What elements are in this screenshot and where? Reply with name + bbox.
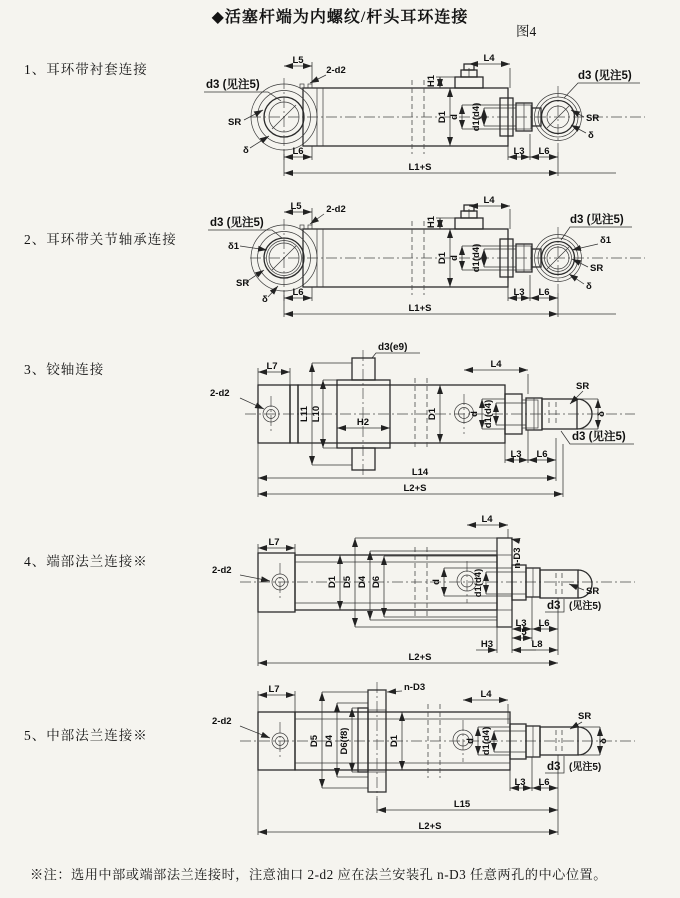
dim-L6-5: L6 xyxy=(538,777,550,788)
dim-d1d4-5: d1(d4) xyxy=(481,726,492,756)
dim-L3-1: L3 xyxy=(513,146,525,157)
dimensions-3 xyxy=(210,342,634,497)
dim-2d2-2: 2-d2 xyxy=(326,204,346,215)
dim-2d2-3: 2-d2 xyxy=(210,388,230,399)
dim-d1d4-3: d1(d4) xyxy=(483,399,494,429)
drawing-trunnion xyxy=(0,342,680,507)
dim-H1-1: H1 xyxy=(426,74,437,88)
dim-L7-3: L7 xyxy=(266,361,278,372)
dim-d1d4-4: d1(d4) xyxy=(473,568,484,598)
dim-L14-3: L14 xyxy=(411,467,429,478)
dim-d-1: d xyxy=(449,114,460,120)
dimensions-2 xyxy=(208,195,632,317)
dim-L10-3: L10 xyxy=(311,405,322,423)
dim-L6l-2: L6 xyxy=(292,287,304,298)
dim-D4-5: D4 xyxy=(324,734,335,748)
dim-SR-left-2: SR xyxy=(236,278,250,289)
dim-delta-left-2: δ xyxy=(262,294,268,305)
dim-D1-4: D1 xyxy=(327,575,338,589)
dim-L5-2: L5 xyxy=(290,201,302,212)
cylinder-body-1 xyxy=(300,64,541,154)
dim-delta1-right-2: δ1 xyxy=(600,235,612,246)
dim-L11-3: L11 xyxy=(299,406,310,422)
dim-L8-4: L8 xyxy=(531,639,543,650)
dim-L3-2: L3 xyxy=(513,287,525,298)
rod-eye-1 xyxy=(535,94,582,141)
dim-L3-3: L3 xyxy=(510,449,522,460)
dim-d3-right-2: d3 (见注5) xyxy=(570,214,624,226)
dim-SR-right-1: SR xyxy=(586,113,600,124)
dim-L3-4: L3 xyxy=(515,618,527,629)
centerlines-5 xyxy=(240,682,635,800)
dim-L6l-1: L6 xyxy=(292,146,304,157)
section-label-4: 4、端部法兰连接※ xyxy=(24,554,148,569)
dim-L2S-5: L2+S xyxy=(418,821,442,832)
dim-delta-right-2: δ xyxy=(586,281,592,292)
dim-H3-4: H3 xyxy=(480,639,494,650)
dim-L4-1: L4 xyxy=(483,53,495,64)
dim-d3note-4: (见注5) xyxy=(569,601,602,612)
dim-d1d4-1: d1(d4) xyxy=(471,102,482,132)
rod-4 xyxy=(540,570,592,598)
dim-D1-2: D1 xyxy=(437,251,448,265)
dim-L6r-1: L6 xyxy=(538,146,550,157)
dim-d3-right-1: d3 (见注5) xyxy=(578,70,632,82)
dim-D1-1: D1 xyxy=(437,110,448,124)
dim-d1d4-2: d1(d4) xyxy=(471,243,482,273)
dim-2d2-4: 2-d2 xyxy=(212,565,232,576)
dim-d3-3: d3 (见注5) xyxy=(572,431,626,443)
dim-D6f8-5: D6(f8) xyxy=(339,727,350,755)
rod-eye-2 xyxy=(535,235,582,282)
dim-D1-5: D1 xyxy=(389,734,400,748)
dim-d3-4: d3 xyxy=(547,600,561,612)
dim-L7-5: L7 xyxy=(268,684,280,695)
dim-L3-5: L3 xyxy=(514,777,526,788)
dim-delta1-left-2: δ1 xyxy=(228,241,240,252)
dim-L6-4: L6 xyxy=(538,618,550,629)
dim-SR-3: SR xyxy=(576,381,590,392)
dimensions-4 xyxy=(212,514,601,666)
dim-L4-2: L4 xyxy=(483,195,495,206)
dim-SR-right-2: SR xyxy=(590,263,604,274)
cylinder-body-2 xyxy=(300,205,541,295)
dim-delta-right-1: δ xyxy=(588,130,594,141)
dim-L4-3: L4 xyxy=(490,359,502,370)
dim-L4-4: L4 xyxy=(481,514,493,525)
dim-d3note-5: (见注5) xyxy=(569,762,602,773)
dim-d-4: d xyxy=(431,579,442,585)
dim-D6-4: D6 xyxy=(371,575,382,589)
section-label-2: 2、耳环带关节轴承连接 xyxy=(24,232,177,247)
dim-SR-4: SR xyxy=(586,586,600,597)
dim-H1-2: H1 xyxy=(426,215,437,229)
drawing-end-flange xyxy=(0,505,680,677)
dim-H2-3: H2 xyxy=(356,417,370,428)
dim-L1S-1: L1+S xyxy=(408,162,432,173)
dim-D5-4: D5 xyxy=(342,575,353,589)
drawing-earring-bushing xyxy=(0,48,680,198)
dim-nD3-4: n-D3 xyxy=(512,547,523,569)
dim-L2S-4: L2+S xyxy=(408,652,432,663)
dim-D4-4: D4 xyxy=(357,575,368,589)
dim-2d2-1: 2-d2 xyxy=(326,65,346,76)
dim-L5-1: L5 xyxy=(292,55,304,66)
footnote: ※注：选用中部或端部法兰连接时，注意油口 2-d2 应在法兰安装孔 n-D3 任意两孔的中心位置。 xyxy=(30,867,607,882)
dim-SR-left-1: SR xyxy=(228,117,242,128)
dim-D5-5: D5 xyxy=(309,734,320,748)
dim-L15-5: L15 xyxy=(453,799,471,810)
dim-d3e9-3: d3(e9) xyxy=(378,342,408,353)
dim-d3-left-2: d3 (见注5) xyxy=(210,217,264,229)
figure-label: 图4 xyxy=(516,24,537,39)
dim-L6-3: L6 xyxy=(536,449,548,460)
dim-L2S-3: L2+S xyxy=(403,483,427,494)
dim-2d2-5: 2-d2 xyxy=(212,716,232,727)
dim-D1-3: D1 xyxy=(427,407,438,421)
section-label-1: 1、耳环带衬套连接 xyxy=(24,62,148,77)
drawing-middle-flange xyxy=(0,678,680,858)
dim-d-2: d xyxy=(449,255,460,261)
dim-L7-4: L7 xyxy=(268,537,280,548)
dim-delta-3: δ xyxy=(596,411,607,417)
dim-SR-5: SR xyxy=(578,711,592,722)
dim-L6r-2: L6 xyxy=(538,287,550,298)
section-label-3: 3、铰轴连接 xyxy=(24,362,105,377)
dim-L1S-2: L1+S xyxy=(408,303,432,314)
dim-5-4: 5 xyxy=(521,627,527,638)
dimensions-5 xyxy=(212,682,609,835)
drawing-earring-bearing xyxy=(0,195,680,348)
dim-nD3-5: n-D3 xyxy=(404,682,426,693)
dim-d-3: d xyxy=(469,411,480,417)
dim-d3-5: d3 xyxy=(547,761,561,773)
dim-delta-left-1: δ xyxy=(243,145,249,156)
page-title: ◆活塞杆端为内螺纹/杆头耳环连接 xyxy=(211,9,469,26)
dim-d3-left-1: d3 (见注5) xyxy=(206,79,260,91)
dim-delta-5: δ xyxy=(598,738,609,744)
dim-d-5: d xyxy=(465,738,476,744)
section-label-5: 5、中部法兰连接※ xyxy=(24,728,148,743)
dim-L4-5: L4 xyxy=(480,689,492,700)
